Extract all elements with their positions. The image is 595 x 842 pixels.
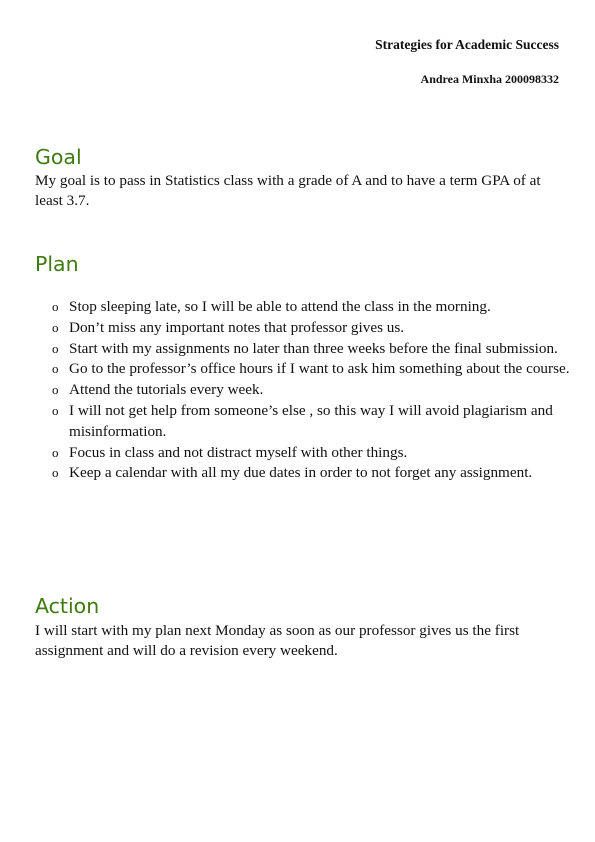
plan-item (52, 380, 572, 401)
action-text: I will start with my plan next Monday as soon as our professor gives us the first assignment and will do a revision every weekend. (35, 622, 520, 659)
plan-item (52, 318, 572, 339)
plan-item-text: Attend the tutorials every week. (69, 381, 264, 399)
goal-text: My goal is to pass in Statistics class with a grade of A and to have a term GPA of at least 3.7. (35, 172, 541, 209)
bullet-icon: o (52, 465, 59, 481)
plan-heading: Plan (35, 252, 79, 276)
plan-item-text: Keep a calendar with all my due dates in order to not forget any assignment. (69, 464, 533, 482)
plan-item-text: Start with my assignments no later than three weeks before the final submission. (69, 339, 558, 357)
bullet-icon: o (52, 299, 59, 314)
goal-heading: Goal (35, 145, 82, 169)
plan-item-text: Go to the professor’s office hours if I want to ask him something about the course. (69, 360, 570, 378)
plan-item (52, 443, 572, 464)
bullet-icon: o (52, 319, 59, 335)
plan-item-text: Focus in class and not distract myself with other things. (69, 443, 408, 461)
action-heading: Action (35, 594, 100, 618)
plan-item (52, 297, 572, 318)
bullet-icon: o (52, 444, 59, 460)
plan-item (52, 463, 572, 484)
bullet-icon: o (52, 340, 59, 356)
plan-item (52, 401, 572, 443)
author-line: Andrea Minxha 200098332 (420, 72, 559, 86)
plan-item-text: I will not get help from someone’s else , so this way I will avoid plagiarism and misinformation. (69, 401, 553, 440)
plan-item (52, 359, 572, 380)
document-title: Strategies for Academic Success (375, 37, 559, 52)
plan-list (52, 297, 572, 484)
bullet-icon: o (52, 361, 59, 377)
plan-item (52, 339, 572, 360)
bullet-icon: o (52, 402, 59, 418)
plan-item-text: Don’t miss any important notes that professor gives us. (69, 318, 405, 336)
plan-item-text: Stop sleeping late, so I will be able to attend the class in the morning. (69, 298, 491, 315)
bullet-icon: o (52, 382, 59, 398)
